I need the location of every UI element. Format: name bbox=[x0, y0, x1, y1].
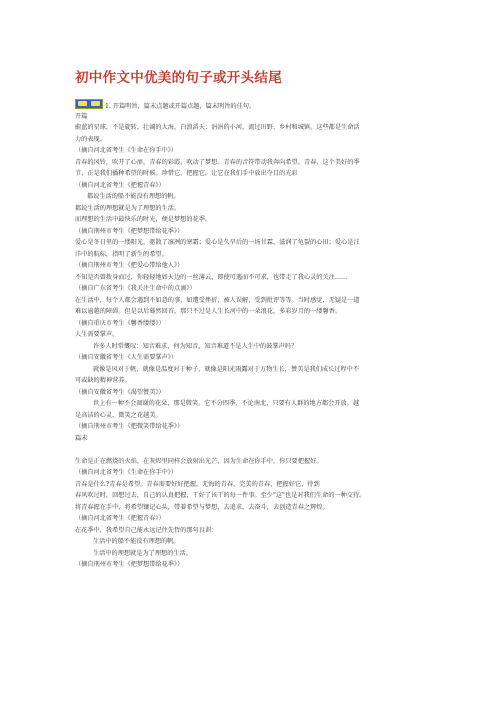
text-line: 开篇 bbox=[75, 112, 88, 120]
text-line: 力的表现。 bbox=[75, 135, 106, 143]
text-line: 是高洁的心灵，微笑之花越美。 bbox=[75, 411, 162, 419]
document-title: 初中作文中优美的句子或开头结尾 bbox=[75, 70, 282, 86]
text-line: 就像是风对于帆，就像是温度对于种子，就像是阳光雨露对于万物生长，赞美是我们成长过程中不 bbox=[93, 365, 360, 373]
text-line: 生活中的船不能没有理想的帆。 bbox=[93, 538, 180, 545]
text-line: 节，正是我们播种希望的时候。珍惜它，把握它，让它在我们手中放出夺目的光彩 bbox=[75, 170, 298, 177]
text-line: （摘自河北省考生《把握青春》） bbox=[75, 181, 165, 189]
text-line: 生活中的理想就是为了理想的生活。 bbox=[93, 549, 192, 557]
text-line: 人生需要掌声。 bbox=[75, 331, 119, 338]
text-line: （摘自重庆市考生《馨香缕缕》） bbox=[75, 319, 165, 327]
text-line: （摘自河北省考生《生命在你手中》） bbox=[75, 469, 178, 476]
text-line: 爱心是冬日里的一缕阳光，驱散了凛冽的寒霜；爱心是久旱后的一场甘霖，滋润了龟裂的心田；爱心是汪 bbox=[75, 239, 360, 246]
text-line: 生命是正在燃烧的火焰，在灰烬里同样会放射出光芒，因为生命在你手中，你只要把握好。 bbox=[75, 457, 323, 465]
text-line: 篇末 bbox=[75, 434, 88, 442]
text-line: 世上有一种不会凋谢的花朵，那是微笑。它不分四季，不论南北，只要有人群的地方都会开放。越 bbox=[93, 400, 360, 407]
text-line: 将青春握在手中，将希望镶记心头，带着希望与梦想，去追求，去奋斗，去创造青春之辉煌。 bbox=[75, 503, 329, 511]
text-line: （摘自荆州市考生《把微笑带给花季》） bbox=[75, 423, 184, 430]
logo-icon bbox=[75, 99, 103, 109]
text-line: 都说生活的理想就是为了理想的生活。 bbox=[75, 204, 181, 212]
text-line: 在生活中，每个人都会遇到不如意的事，如遭受挫折，被人误解，受到批评等等。当时感觉，无疑是一道 bbox=[75, 296, 360, 304]
text-line: （摘自荆州市考生《把梦想带给花季》） bbox=[75, 227, 184, 235]
text-line: 而理想的生活中最快乐的时光，便是梦想的花季。 bbox=[75, 216, 212, 223]
text-line: （摘自广东省考生《我关注生命中的点滴》） bbox=[75, 285, 196, 292]
document-body bbox=[75, 99, 435, 571]
text-line: 都说生活的船不能没有理想的帆。 bbox=[87, 193, 180, 200]
text-line: 可或缺的精神营养。 bbox=[75, 377, 131, 384]
text-line: （摘自河北省考生《生命在你手中》） bbox=[75, 147, 178, 154]
intro-line bbox=[75, 99, 435, 111]
blank-line bbox=[75, 444, 435, 456]
text-line: 洋中的航标，指明了新生的希望。 bbox=[75, 250, 168, 258]
text-line: （摘自河北省考生《把握青春》） bbox=[75, 515, 165, 522]
text-line: 在花季中，我希望自己能永远记住先哲的那句良训： bbox=[75, 526, 218, 534]
intro-text: 1. 开篇明旨，篇末点题或开篇点题，篇末明旨的佳句。 bbox=[105, 103, 256, 110]
text-line: （摘自安徽省考生《渴望赞美》） bbox=[75, 388, 165, 396]
text-line: （摘自荆州市考生《把爱心带给他人》） bbox=[75, 262, 184, 269]
text-line: 蔚蓝的星球，不是旋转，壮阔的大海，白浪滔天；涓涓的小河，流过田野、乡村和城镇。这些都是生命活 bbox=[75, 124, 360, 131]
text-line: 青春是什么?青春是希望。青春需要好好把握，无悔的青春，完美的青春，把握好它，待到 bbox=[75, 480, 320, 488]
text-line: 难以逾越的障碍。但是以后蓦然回首，那只不过是人生长河中的一朵浪花，多彩岁月的一缕馨香。 bbox=[75, 308, 342, 315]
text-line: 青春的风铃，吹开了心扉，青春的彩霞，吹动了梦想。青春的音符带动我奔向希望。青春，这个美好的季 bbox=[75, 158, 360, 166]
text-line: （摘自安徽省考生《人生需要掌声》） bbox=[75, 354, 178, 361]
text-line: 春风吹过时，回想过去，自己的认真把握，干好了该干的每一件事。至少"这"也是对我们生命的一种交待。 bbox=[75, 492, 366, 499]
text-line: 不知是否曾拨身而过，你轻轻地如天边的一丝薄云，即使可遇而不可求，也带走了我心灵的关注…… bbox=[75, 273, 348, 281]
text-line: 许多人时常慨叹：知音难求，何为知音，知音难道不是人生中的鼓掌声吗？ bbox=[93, 342, 298, 350]
text-line: （摘自荆州市考生《把梦想带给花季》） bbox=[75, 561, 184, 568]
